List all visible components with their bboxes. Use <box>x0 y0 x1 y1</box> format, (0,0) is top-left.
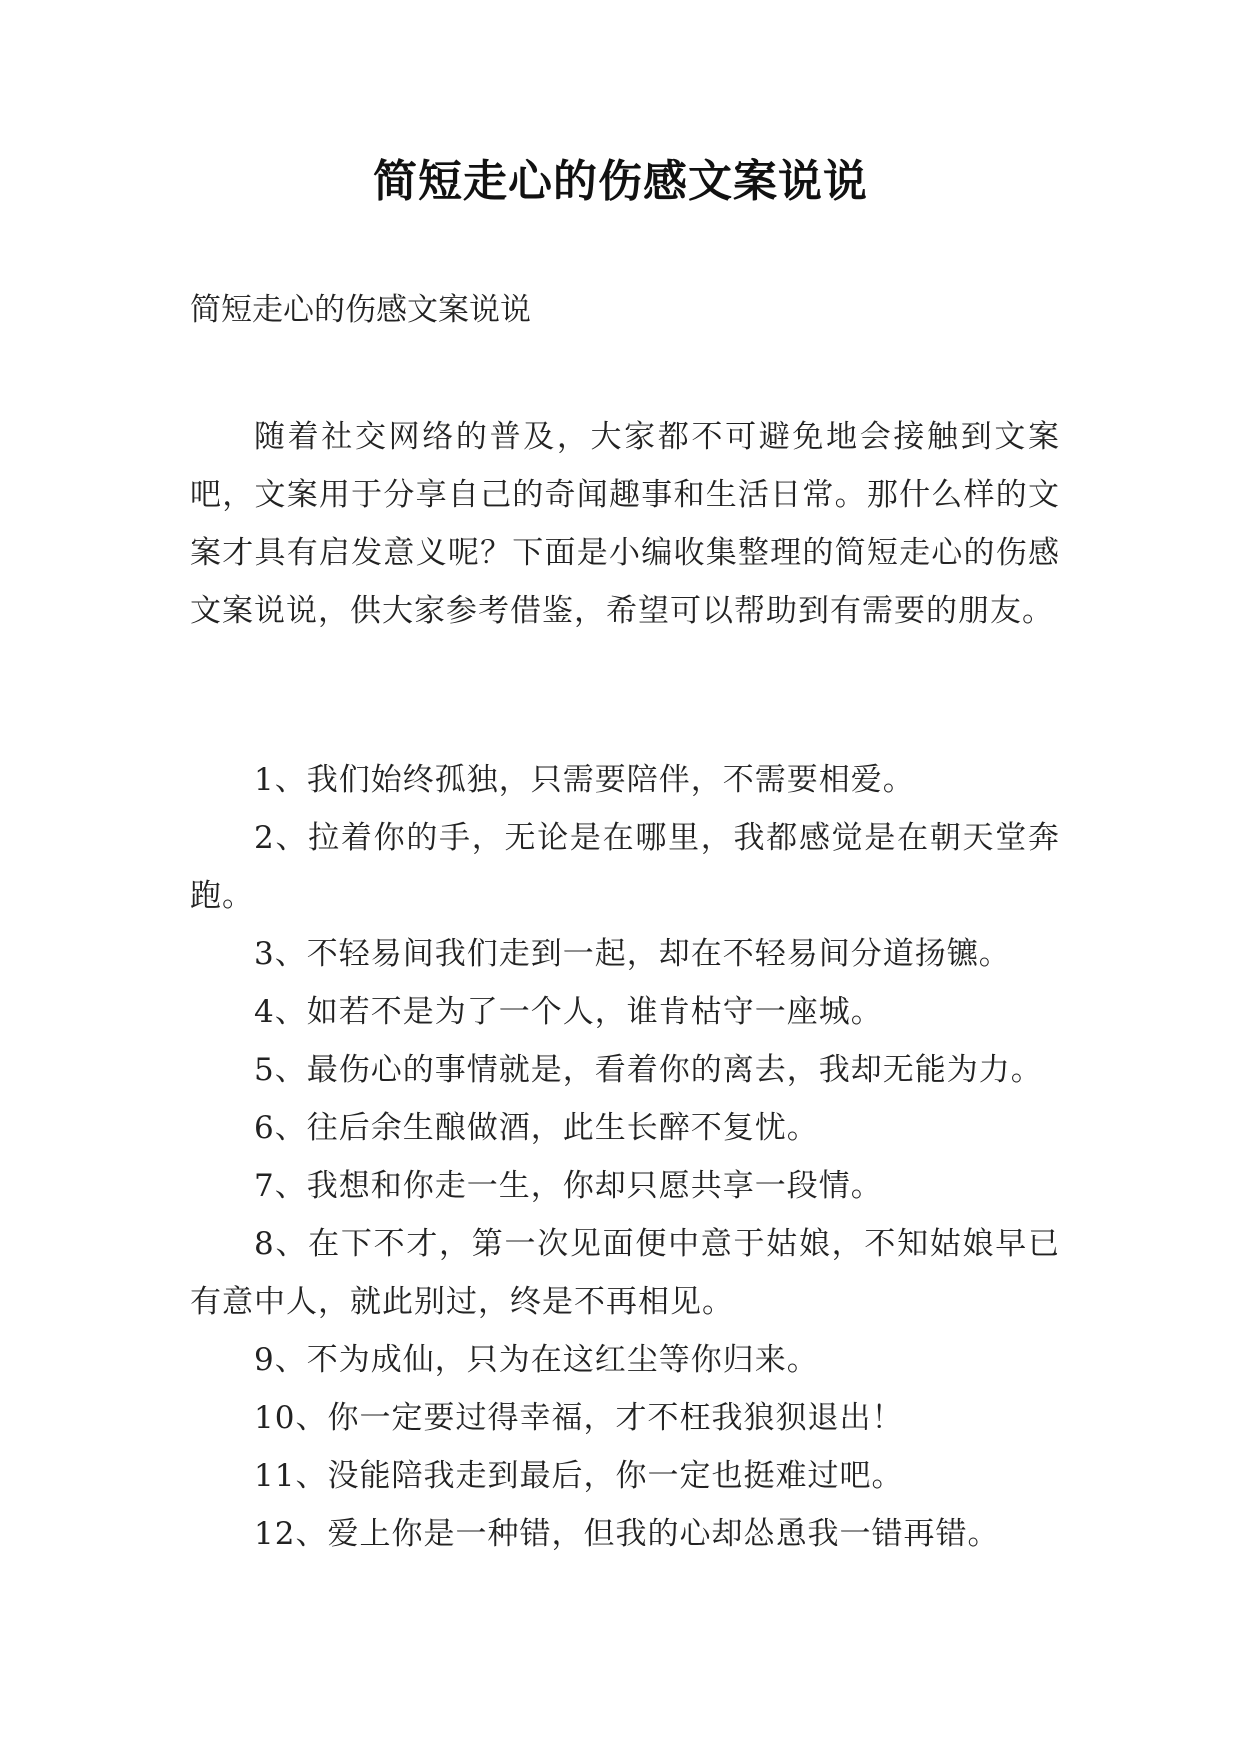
list-item: 1、我们始终孤独，只需要陪伴，不需要相爱。 <box>254 762 915 798</box>
quote-list <box>190 751 1060 1563</box>
list-item: 12、爱上你是一种错，但我的心却怂恿我一错再错。 <box>254 1516 1000 1552</box>
document-subtitle: 简短走心的伤感文案说说 <box>190 292 531 328</box>
list-item: 6、往后余生酿做酒，此生长醉不复忧。 <box>254 1110 819 1146</box>
list-item: 11、没能陪我走到最后，你一定也挺难过吧。 <box>254 1458 904 1494</box>
list-item: 4、如若不是为了一个人，谁肯枯守一座城。 <box>254 994 883 1030</box>
list-item: 3、不轻易间我们走到一起，却在不轻易间分道扬镳。 <box>254 936 1011 972</box>
list-item: 7、我想和你走一生，你却只愿共享一段情。 <box>254 1168 883 1204</box>
list-item: 9、不为成仙，只为在这红尘等你归来。 <box>254 1342 819 1378</box>
list-item: 8、在下不才，第一次见面便中意于姑娘，不知姑娘早已有意中人，就此别过，终是不再相见。 <box>190 1226 1060 1320</box>
list-item: 2、拉着你的手，无论是在哪里，我都感觉是在朝天堂奔跑。 <box>190 820 1060 914</box>
document-title: 简短走心的伤感文案说说 <box>373 156 868 207</box>
list-item: 5、最伤心的事情就是，看着你的离去，我却无能为力。 <box>254 1052 1043 1088</box>
list-item: 10、你一定要过得幸福，才不枉我狼狈退出！ <box>254 1400 904 1436</box>
intro-paragraph: 随着社交网络的普及，大家都不可避免地会接触到文案吧，文案用于分享自己的奇闻趣事和生活日常。那什么样的文案才具有启发意义呢？下面是小编收集整理的简短走心的伤感文案说说，供大家参考借鉴，希望可以帮助到有需要的朋友。 <box>190 419 1060 629</box>
